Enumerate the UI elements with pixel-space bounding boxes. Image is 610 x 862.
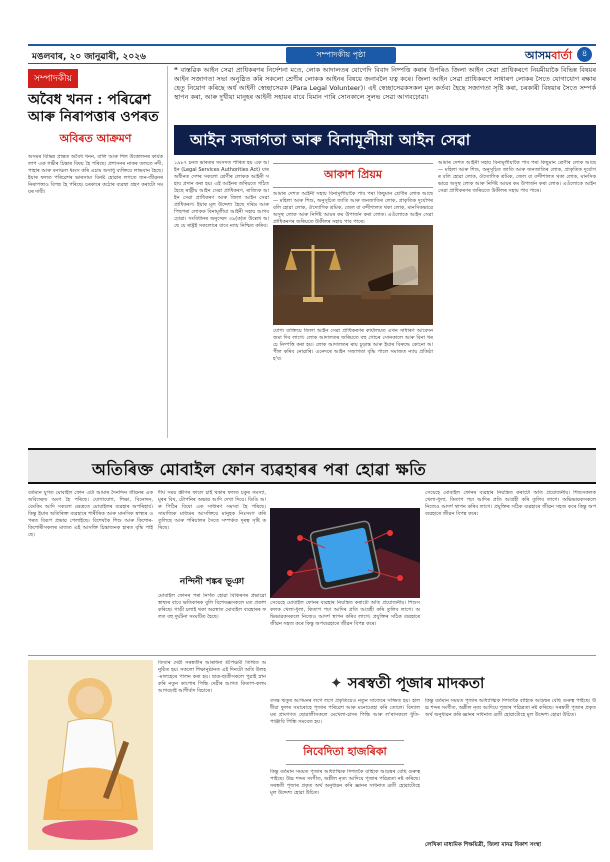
page-header — [28, 44, 596, 64]
article2-col1-text: বৰ্তমান যুগত মোবাইল ফোন এটা আমাৰ দৈনন্দিন জীৱনৰ এক অবিচ্ছেদ্য অংগ হৈ পৰিছে। যোগাযোগ, শিক্ষা, বিনোদন, বেংকিং আদি সকলো ক্ষেত্ৰতে মোবাইলৰ ব্যৱহাৰ অপৰিহাৰ্য। কিন্তু ইয়াৰ অতিৰিক্ত ব্যৱহাৰে শাৰীৰিক আৰু মানসিক স্বাস্থ্যৰ ওপৰত বিৰূপ প্ৰভাৱ পেলাইছে। বিশেষকৈ শিশু আৰু কিশোৰ-কিশোৰীসকলৰ মাজত এই আসক্তি চিন্তাজনক হাৰত বৃদ্ধি পাইছে। — [28, 490, 153, 538]
editorial-title: অবৈধ খনন : পৰিৱেশ আৰু নিৰাপত্তাৰ ওপৰত — [28, 92, 159, 125]
article2-headline-banner — [28, 448, 596, 484]
article2-headline: অতিৰিক্ত মোবাইল ফোন ব্যৱহাৰৰ পৰা হোৱা ক্ষতি — [92, 460, 427, 479]
quote-mark-icon: ❝ — [174, 66, 181, 74]
article3-col1 — [158, 660, 266, 850]
article2-col2b — [270, 600, 420, 652]
article3-footer-note: লেখিকা মাধ্যমিক শিক্ষয়িত্ৰী, জিলা মানৱ বিকাশ সংস্থা — [425, 842, 541, 848]
article1-col1-text: ১৯৮৭ চনত ভাৰতৰ সংসদত পাৰিত হয় এক আইন (Legal Services Authorities Act) যাৰ অধীনত দেশৰ সকলো শ্ৰেণীৰ লোকক আইনী সহায় প্ৰদান কৰা হয়। এই আইনৰ জৰিয়তে গঠিত হৈছে ৰাষ্ট্ৰীয় আইন সেৱা প্ৰাধিকৰণ, ৰাজ্যিক আইন সেৱা প্ৰাধিকৰণ আৰু জিলা আইন সেৱা প্ৰাধিকৰণ। ইয়াৰ মূল উদ্দেশ্য হৈছে দৰিদ্ৰ আৰু পিছপৰা লোকক বিনামূলীয়া আইনী সহায় আগবঢ়োৱা। সংবিধানৰ অনুচ্ছেদ ৩৯(ক)ত উল্লেখ আছে যে ৰাষ্ট্ৰই সকলোৰে বাবে ন্যায় নিশ্চিত কৰিব। — [174, 160, 269, 229]
article1-col2-text: আমাৰ দেশত আইনী সহায় বিনামূলীয়াকৈ পাব পৰা কিছুমান শ্ৰেণীৰ লোক আছে — মহিলা আৰু শিশু, অনুসূচিত জাতি আৰু জনজাতিৰ লোক, প্ৰাকৃতিক দুৰ্যোগৰ বলি হোৱা লোক, ঔদ্যোগিক শ্ৰমিক, জেল বা বন্দীশালত থকা লোক, মানসিকভাৱে অসুস্থ লোক আৰু নিৰ্দিষ্ট আয়ৰ কম উপাৰ্জন কৰা লোক। এওঁলোকে আইন সেৱা প্ৰাধিকৰণৰ জৰিয়তে উকীলৰ সহায় পাব পাৰে। — [273, 191, 433, 225]
article3-col2a-text: বসন্ত ঋতুৰ আগমনৰ লগে লগে প্ৰকৃতিয়েও নতুন সাজেৰে সজ্জিত হয়। হালধীয়া ফুলৰ সমাৰোহে পূজাৰ পৰিৱেশ আৰু মনোমোহা কৰি তোলে। বিদ্যালয়ৰ প্ৰাংগণত ছোৱালীসকলে মেখেলা-চাদৰ পিন্ধি আৰু ল'ৰাসকলে ধুতি-পাঞ্জাবি পিন্ধি সমবেত হয়। — [270, 698, 420, 725]
issue-date: মঙলবাৰ, ২০ জানুৱাৰী, ২০২৬ — [32, 52, 146, 62]
page-number: ৪ — [577, 47, 592, 62]
article3-headline: ✦ সৰস্বতী পূজাৰ মাদকতা — [330, 672, 484, 697]
article2-col4a-text: সেয়েহে মোবাইল ফোনৰ ব্যৱহাৰ নিয়ন্ত্ৰিত কৰাটো অতি প্ৰয়োজনীয়। শিশুসকলক খেলা-ধূলা, কিতাপ পঢ়া আদিৰ প্ৰতি আগ্ৰহী কৰি তুলিব লাগে। অভিভাৱকসকলে নিজেও আদৰ্শ স্থাপন কৰিব লাগে। প্ৰযুক্তিৰ সঠিক ব্যৱহাৰে জীৱন সহজ কৰে কিন্তু অপব্যৱহাৰে জীৱন বিপন্ন কৰে। — [270, 600, 420, 627]
saraswati-photo — [28, 660, 153, 850]
article1-col4-text: আমাৰ দেশত আইনী সহায় বিনামূলীয়াকৈ পাব পৰা কিছুমান শ্ৰেণীৰ লোক আছে — মহিলা আৰু শিশু, অনুসূচিত জাতি আৰু জনজাতিৰ লোক, প্ৰাকৃতিক দুৰ্যোগৰ বলি হোৱা লোক, ঔদ্যোগিক শ্ৰমিক, জেল বা বন্দীশালত থকা লোক, মানসিকভাৱে অসুস্থ লোক আৰু নিৰ্দিষ্ট আয়ৰ কম উপাৰ্জন কৰা লোক। এওঁলোকে আইন সেৱা প্ৰাধিকৰণৰ জৰিয়তে উকীলৰ সহায় পাব পাৰে। — [438, 160, 596, 194]
article1-author: আকাশ প্ৰিয়ম — [273, 163, 433, 188]
editorial-body: অসমৰ বিভিন্ন প্ৰান্তত অবৈধ খনন, বালি আৰু শিল উত্তোলনৰ কাৰ্যকলাপ এক গভীৰ চিন্তাৰ বিষয় হৈ পৰিছে। প্ৰশাসনৰ নাকৰ তলতে নদী, পাহাৰ আৰু বনাঞ্চল ধ্বংস কৰি এচাম অসাধু ব্যক্তিয়ে লাভবান হৈছে। ইয়াৰ ফলত পৰিৱেশৰ ভাৰসাম্য বিনষ্ট হোৱাৰ লগতে জন-জীৱনৰ নিৰাপত্তাও বিপন্ন হৈ পৰিছে। চৰকাৰে কঠোৰ ব্যৱস্থা গ্ৰহণ কৰাটো সময়ৰ দাবী। — [28, 154, 163, 195]
article2-col4-text: সেয়েহে মোবাইল ফোনৰ ব্যৱহাৰ নিয়ন্ত্ৰিত কৰাটো অতি প্ৰয়োজনীয়। শিশুসকলক খেলা-ধূলা, কিতাপ পঢ়া আদিৰ প্ৰতি আগ্ৰহী কৰি তুলিব লাগে। অভিভাৱকসকলে নিজেও আদৰ্শ স্থাপন কৰিব লাগে। প্ৰযুক্তিৰ সঠিক ব্যৱহাৰে জীৱন সহজ কৰে কিন্তু অপব্যৱহাৰে জীৱন বিপন্ন কৰে। — [425, 490, 596, 517]
editorial-column — [28, 66, 168, 438]
quote-text: বাস্তৱিক আইন সেৱা প্ৰাধিকৰণৰ নিৰ্দেশনা মতে, লোক আদালতৰ যোগেদি বিবাদ নিষ্পত্তি কৰাৰ উপৰিও জিলা আইন সেৱা প্ৰাধিকৰণে নিয়মীয়াকৈ বিভিন্ন বিষয়ৰ আইন সজাগতা সভা অনুষ্ঠিত কৰি সকলো শ্ৰেণীৰ লোকক আইনৰ বিষয়ে জনাবলৈ যত্ন কৰে। জিলা আইন সেৱা প্ৰাধিকৰণে সাধাৰণ লোকৰ সৈতে যোগাযোগ ৰক্ষাৰ হেতু নিয়োগ কৰিছে অৰ্ধ আইনী স্বেচ্ছাসেৱক (Para Legal Volunteer)। এই স্বেচ্ছাসেৱকসকল মূল কৰ্তব্য হৈছে সজাগতা সৃষ্টি কৰা, চৰকাৰী বিষয়াৰ সৈতে সম্পৰ্ক স্থাপন কৰা, আৰু দুখীয়া মানুহৰ আইনী সহায়ৰ বাবে যিমান পাৰি সোনকালে সুলভ সেৱা আগবঢ়োৱা। — [174, 66, 596, 101]
section-divider — [28, 655, 596, 656]
article2-col3-text: মোবাইল ফোনৰ পৰা নিৰ্গত হোৱা বিকিৰণৰ প্ৰভাৱো স্বাস্থ্যৰ বাবে ক্ষতিকাৰক বুলি বিশেষজ্ঞসকলে মত প্ৰকাশ কৰিছে। গাড়ী চলাই থকা অৱস্থাত মোবাইল ব্যৱহাৰৰ ফলত বহু দুৰ্ঘটনা সংঘটিত হৈছে। — [158, 593, 266, 620]
article2-col1 — [28, 490, 153, 650]
article1-headline-banner — [174, 125, 596, 155]
article1-col2 — [273, 160, 433, 225]
masthead-logo: আসমবাৰ্তা — [525, 49, 572, 62]
article3-col3 — [425, 698, 596, 838]
pull-quote — [174, 66, 596, 122]
article1-col3-text: যোগ্য ব্যক্তিয়ে জিলা আইন সেৱা প্ৰাধিকৰণৰ কাৰ্যালয়ত এখন সাধাৰণ আবেদন জমা দিব লাগে। লোক আদালতৰ জৰিয়তে বহু গোচৰ সোনকালে আৰু বিনা খৰচে নিষ্পত্তি কৰা হয়। লোক আদালতৰ ৰায় চূড়ান্ত আৰু ইয়াৰ বিৰুদ্ধে কোনো আপীল কৰিব নোৱাৰি। এনেদৰে আইন সজাগতা বৃদ্ধি পালে সমাজত ন্যায় প্ৰতিষ্ঠা হ'ব। — [273, 328, 433, 362]
smartphone-illustration — [270, 508, 420, 598]
article1-col3 — [438, 160, 596, 438]
editorial-subtitle: অবিৰত আক্ৰমণ — [59, 132, 132, 145]
section-tag: সম্পাদকীয় পৃষ্ঠা — [286, 47, 396, 63]
article1-headline: আইন সজাগতা আৰু বিনামূলীয়া আইন সেৱা — [190, 131, 471, 149]
article2-author: নন্দিনী শঙ্কৰ ভূঞা — [179, 577, 245, 587]
article3-col2 — [270, 698, 420, 850]
article3-author: নিবেদিতা হাজৰিকা — [286, 740, 404, 765]
justice-scales-photo — [273, 225, 433, 325]
article2-col4 — [425, 490, 596, 650]
article2-col2-text: দীৰ্ঘ সময় স্ক্ৰীণৰ ফালে চাই থকাৰ ফলত চকুৰ সমস্যা, মূৰৰ বিষ, টোপনিৰ অভাৱ আদি দেখা দিয়ে। ডিঙি আৰু পিঠিৰ বিষো এক সাধাৰণ সমস্যা হৈ পৰিছে। সামাজিক মাধ্যমৰ আসক্তিয়ে মানুহক নিঃসংগ কৰি তুলিছে আৰু পৰিয়ালৰ সৈতে সম্পৰ্কত দূৰত্ব সৃষ্টি কৰিছে। — [158, 490, 266, 531]
article2-col2 — [158, 490, 266, 650]
article3-col2b-text: কিন্তু বৰ্তমান সময়ত পূজাৰ আধ্যাত্মিক দিশতকৈ বাহ্যিক আড়ম্বৰ বেছি গুৰুত্ব পাইছে। উচ্চ শব্দৰ সংগীত, অশ্লীল নৃত্য আদিয়ে পূজাৰ পৱিত্ৰতা নষ্ট কৰিছে। সৰস্বতী পূজাৰ প্ৰকৃত অৰ্থ অনুধাৱন কৰি জ্ঞানৰ সাধনাত ব্ৰতী হোৱাটোহে মূল উদ্দেশ্য হোৱা উচিত। — [270, 769, 420, 796]
article3-col3-text: কিন্তু বৰ্তমান সময়ত পূজাৰ আধ্যাত্মিক দিশতকৈ বাহ্যিক আড়ম্বৰ বেছি গুৰুত্ব পাইছে। উচ্চ শব্দৰ সংগীত, অশ্লীল নৃত্য আদিয়ে পূজাৰ পৱিত্ৰতা নষ্ট কৰিছে। সৰস্বতী পূজাৰ প্ৰকৃত অৰ্থ অনুধাৱন কৰি জ্ঞানৰ সাধনাত ব্ৰতী হোৱাটোহে মূল উদ্দেশ্য হোৱা উচিত। — [425, 698, 596, 718]
article1-col1 — [174, 160, 269, 438]
article3-col1-text: বিদ্যাৰ দেৱী সৰস্বতীৰ আৰাধনা শ্ৰীপঞ্চমী তিথিত অনুষ্ঠিত হয়। সকলো শিক্ষানুষ্ঠানত এই দিনটো অতি উলহ-মালহেৰে পালন কৰা হয়। ছাত্ৰ-ছাত্ৰীসকলে পুৱাই স্নান কৰি নতুন কাপোৰ পিন্ধি দেৱীৰ আগত কিতাপ-কলম আগবঢ়াই আশীৰ্বাদ বিচাৰে। — [158, 660, 266, 694]
article1-col2b — [273, 328, 433, 438]
editorial-label: সম্পাদকীয় — [28, 69, 78, 88]
